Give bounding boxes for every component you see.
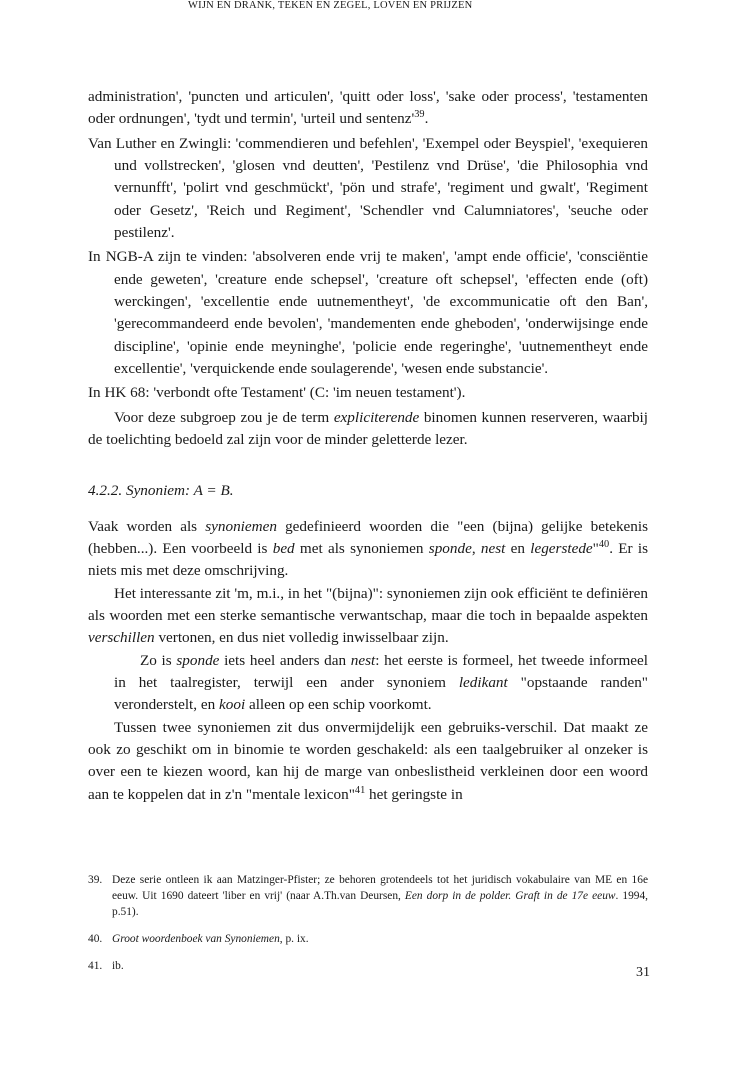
emphasis-nest: nest	[480, 539, 506, 557]
footnotes-block	[88, 862, 648, 980]
footnote-text-end: , p. ix.	[279, 932, 309, 945]
text-segment: Zo is	[140, 651, 177, 669]
paragraph-interessante	[88, 583, 648, 650]
text-segment: : het eerste is formeel, het tweede informeel in het taalregister, terwijl een ander synoniem	[114, 651, 648, 691]
footnote-title-italic: Groot woordenboek van Synoniemen	[112, 932, 280, 945]
footnote-title-italic: Een dorp in de polder. Graft in de 17e eeuw	[404, 890, 616, 903]
text-segment: vertonen, en dus niet volledig inwisselbaar zijn.	[154, 629, 449, 647]
emphasis-expliciterende: expliciterende	[333, 408, 420, 426]
emphasis-sponde: sponde	[428, 539, 472, 557]
emphasis-kooi: kooi	[219, 696, 246, 714]
text-segment: Vaak worden als	[88, 517, 206, 535]
body-text-column	[88, 86, 648, 806]
footnote-text-end: . 1994, p.51).	[112, 890, 649, 918]
text-segment: en	[505, 539, 531, 557]
footnote-text-end: ib.	[112, 960, 124, 973]
text-segment: Tussen twee synoniemen zit dus onvermijdelijk een gebruiks-verschil. Dat maakt ze ook zo geschikt om in binomie te worden geschakeld: als een taalgebruiker al onzeker is over een te kiezen woord, kan hij de marge van onbeslistheid verkleinen door een woord aan te koppelen dat in z'n "mentale lexicon"	[88, 718, 648, 803]
text-segment: alleen op een schip voorkomt.	[245, 696, 432, 714]
emphasis-ledikant: ledikant	[458, 673, 508, 691]
paragraph-sponde-nest	[88, 650, 648, 717]
text-segment: met als synoniemen	[294, 539, 429, 557]
footnote-ref-41: 41	[354, 784, 366, 796]
footnote-number: 40.	[88, 932, 103, 945]
emphasis-verschillen: verschillen	[88, 629, 155, 647]
footnote-item	[88, 873, 648, 920]
paragraph-text: administration', 'puncten und articulen', 'quitt oder loss', 'sake oder process', 'testamenten oder ordnungen', 'tydt und termin', 'urteil und sentenz'	[88, 88, 648, 128]
paragraph-luther-zwingli: Van Luther en Zwingli: 'commendieren und befehlen', 'Exempel oder Beyspiel', 'exequieren und vollstrecken', 'glosen vnd deutten', 'Pestilenz vnd Drüse', 'die Philosophia vnd vernunfft', 'polirt vnd geschmückt', 'pön und strafe', 'regiment und gwalt', 'Regiment oder Gesetz', 'Reich und Regiment', 'Schendler vnd Calumniatores', 'seuche oder pestilenz'.	[88, 134, 648, 242]
emphasis-synoniemen: synoniemen	[205, 517, 277, 535]
footnote-item	[88, 932, 648, 948]
page-number: 31	[636, 965, 650, 980]
text-segment: iets heel anders dan	[219, 651, 351, 669]
text-segment: "opstaande randen" veronderstelt, en	[114, 673, 648, 714]
footnote-number: 41.	[88, 960, 103, 973]
text-segment: het geringste in	[365, 785, 463, 803]
paragraph-hk68: In HK 68: 'verbondt ofte Testament' (C: 'im neuen testament').	[88, 384, 466, 402]
text-segment: . Er is niets mis met deze omschrijving.	[88, 539, 649, 580]
footnote-ref-39: 39	[414, 109, 425, 121]
paragraph-ngb-a: In NGB-A zijn te vinden: 'absolveren ende vrij te maken', 'ampt ende officie', 'consciëntie ende geweten', 'creature ende schepsel', 'creature oft schepsel', 'effecten ende (oft) werckingen', 'excellentie ende uutnementheyt', 'de excommunicatie oft den Ban', 'gerecommandeerd ende bevolen', 'mandementen ende gheboden', 'onderwijsinge ende discipline', 'opinie ende meyninghe', 'policie ende regeringhe', 'uutnementheyt ende excellentie', 'verquickende ende soulagerende', 'wesen ende substancie'.	[88, 248, 648, 378]
emphasis-nest-2: nest	[350, 651, 376, 669]
section-heading: 4.2.2. Synoniem: A = B.	[88, 481, 234, 499]
text-segment: Het interessante zit 'm, m.i., in het "(bijna)": synoniemen zijn ook efficiënt te definiëren als woorden met een sterke semantische verwantschap, maar die toch in bepaalde aspekten	[88, 584, 648, 624]
text-segment: ,	[471, 539, 481, 557]
emphasis-bed: bed	[272, 539, 295, 557]
text-segment: Voor deze subgroep zou je de term	[114, 408, 334, 426]
footnote-number: 39.	[88, 874, 103, 887]
text-segment: "	[592, 539, 599, 557]
paragraph-gebruiksverschil	[88, 717, 648, 806]
text-segment: gedefinieerd woorden die "een (bijna) gelijke betekenis (hebben...). Een voorbeeld is	[88, 517, 649, 557]
text-segment: binomen kunnen reserveren, waarbij de toelichting bedoeld zal zijn voor de minder geletterde lezer.	[88, 408, 648, 449]
footnote-ref-40: 40	[598, 538, 610, 550]
emphasis-legerstede: legerstede	[530, 539, 593, 557]
running-head: WIJN EN DRANK, TEKEN EN ZEGEL, LOVEN EN PRIJZEN	[188, 0, 473, 11]
footnote-text: Deze serie ontleen ik aan Matzinger-Pfister; ze behoren grotendeels tot het juridisch vokabulaire van ME en 16e eeuw. Uit 1690 dateert 'liber en vrij' (naar A.Th.van Deursen,	[112, 874, 648, 903]
emphasis-sponde-2: sponde	[176, 651, 220, 669]
paragraph-continuation	[88, 86, 648, 131]
paragraph-synoniemen-def	[88, 516, 648, 583]
paragraph-expliciterende	[88, 407, 648, 452]
paragraph-text-end: .	[424, 110, 429, 128]
footnote-item	[88, 959, 648, 975]
